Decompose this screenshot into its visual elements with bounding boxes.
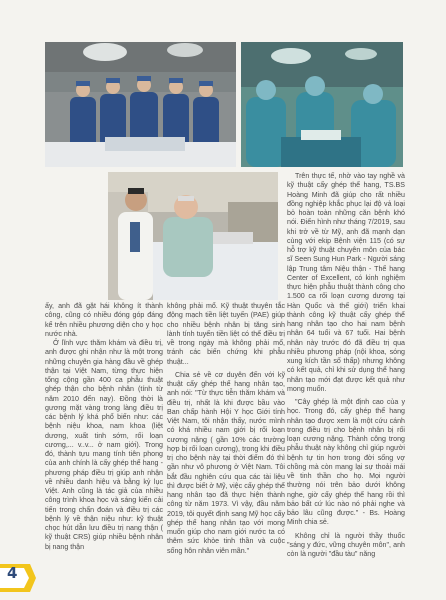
page-number: 4 xyxy=(7,564,18,582)
text-column-right xyxy=(287,172,405,559)
text-column-middle xyxy=(167,302,285,556)
paragraph: không phải mổ. Kỹ thuật thuyên tắc động mạch tiền liệt tuyến (PAE) giúp cho nhiều bệnh nhân bị tăng sinh lành tính tuyến tiền liệt có thể điều trị về trong ngày mà không phải mổ, tránh các biến chứng khi phẫu thuật... xyxy=(167,302,285,366)
paragraph: Ở lĩnh vực thăm khám và điều trị, anh được ghi nhận như là một trong những chuyên gia hàng đầu về ghép thận tại Việt Nam, từng thực hiện tổng cộng gần 400 ca phẫu thuật ghép thận cho bệnh nhân (tính từ năm 2010 đến nay). Đồng thời là gương mặt vàng trong làng điều trị các bệnh lý khá phổ biến như: các bệnh niệu khoa, nam khoa (liệt dương, xuất tinh sớm, rối loạn cương,... v..v... ở nam giới). Trong đó, thành tựu mang tính tiên phong của anh chính là cấy ghép thể hang - phương pháp điều trị giúp anh nhận về nhiều danh hiệu và bằng kỷ lục Việt. Anh cũng là tác giả của nhiều công trình khoa học và sáng kiến cải tiến trong chẩn đoán và điều trị các bệnh lý về thận niệu như: kỹ thuật chọc hút dẫn lưu điều trị nang thận ( kỹ thuật CRS) giúp nhiều bệnh nhân bị nang thận xyxy=(45,339,163,551)
paragraph: Không chỉ là người thầy thuốc "sáng y đức, vững chuyên môn", anh còn là người "đầu tàu" năng xyxy=(287,531,405,558)
paragraph: Chia sẻ về cơ duyên đến với kỹ thuật cấy ghép thể hang nhân tạo, anh nói: "Từ thực tiễn thăm khám và điều trị, nhất là khi được bầu vào Ban chấp hành Hội Y học Giới tính Việt Nam, tôi nhận thấy, nước mình có khá nhiều nam giới bị rối loạn cương nặng ( gần 10% các trường hợp bị rối loạn cương), trong khi điều trị cho bệnh này tại thời điểm đó thì gần như vô phương ở Việt Nam. Tôi bắt đầu nghiên cứu qua các tài liệu thì được biết ở Mỹ, việc cấy ghép thể hang nhân tạo đã thực hiện thành công từ năm 1973. Vì vậy, đầu năm 2019, tôi quyết định sang Mỹ học cấy ghép thể hang nhân tạo với mong muốn giúp cho nam giới nước ta có thêm sức khỏe tinh thần và cuộc sống hôn nhân viên mãn." xyxy=(167,370,285,555)
page-number-badge xyxy=(0,560,36,596)
paragraph: Trên thực tế, nhờ vào tay nghề và kỹ thuật cấy ghép thể hang, TS.BS Hoàng Minh đã giúp cho rất nhiều đồng nghiệp khắc phục lại độ vả loại bỏ hoàn toàn những căn bệnh khó nói. Điển hình như tháng 7/2019, sau khi trở về từ Mỹ, anh đã mạnh dạn cùng với ekip Bệnh viện 115 (có sự hỗ trợ kỹ thuật chuyên môn của bác sĩ Seen Sung Hun Park - Người sáng lập Trung tâm Niệu thận - Thể hang Center of Excellent, có kinh nghiệm thực hiện phẫu thuật thành công cho 1.500 ca rối loạn cương dương tại Hàn Quốc và thế giới) triển khai thành công kỹ thuật cấy ghép thể hang nhân tạo cho hai nam bệnh nhân 64 tuổi và 67 tuổi. Hai bệnh nhân này trước đó đã điều trị qua nhiều phương pháp (nội khoa, sóng xung kích tần số thấp) nhưng không có kết quả, chỉ khi sử dụng thể hang nhân tạo mới đạt được kết quả như mong muốn. xyxy=(287,172,405,393)
photo-surgical-team xyxy=(45,42,236,167)
text-column-left xyxy=(45,302,163,552)
photo-operating-room xyxy=(241,42,403,167)
paragraph: "Cây ghép là một định cao của y học. Trong đó, cấy ghép thể hang nhân tạo được xem là một cứu cánh trong điều trị cho bệnh nhân bị rối loạn cương nặng. Thành công trong phẫu thuật này không chỉ giúp người bệnh tự tin hơn trong đời sống vợ chồng mà còn mang lại sự thoải mái về tinh thần cho họ. Mọi người thường nói trên bảo dưới không nghe, giờ cấy ghép thể hang rồi thì bảo bất cứ lúc nào nó phải nghe và bảo lâu cũng được." - Bs. Hoàng Minh chia sẻ. xyxy=(287,398,405,527)
paragraph: ấy, anh đã gặt hái không ít thành công, cũng có nhiều đóng góp đáng kể trên nhiều phương diện cho y học nước nhà. xyxy=(45,302,163,338)
photo-doctor-patient xyxy=(108,172,278,300)
